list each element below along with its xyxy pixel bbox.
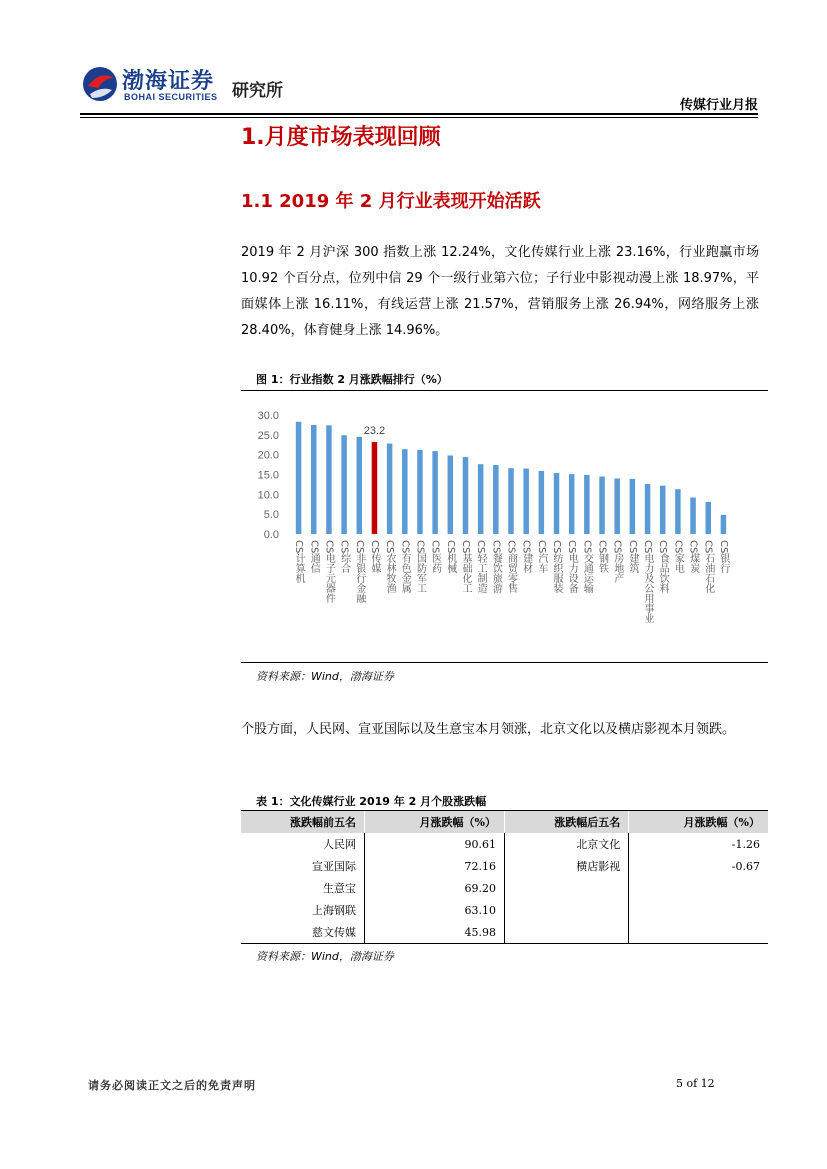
section-heading: 1.月度市场表现回顾 [241,125,441,150]
report-type: 传媒行业月报 [679,98,758,113]
bar-3 [341,435,347,534]
industry-return-chart [241,395,768,660]
bar-21 [614,478,620,534]
bar-10 [448,455,454,534]
bar-7 [402,449,408,534]
x-category-label: CS国防军工 [414,540,426,594]
x-category-label: CS银行 [717,540,729,574]
bar-24 [660,486,666,534]
bar-9 [432,451,438,534]
x-category-label: CS建筑 [626,540,638,574]
x-category-label: CS医药 [429,540,441,574]
bar-1 [311,425,317,534]
header-top5: 涨跌幅前五名 [241,811,365,833]
header-bottom5-change: 月涨跌幅（%） [629,811,768,833]
figure-caption: 图 1：行业指数 2 月涨跌幅排行（%） [256,373,448,386]
x-category-label: CS电力设备 [566,540,578,594]
bottom5-stock-change: -0.67 [731,859,760,873]
bar-23 [645,484,651,534]
bottom5-stock-change [629,877,768,899]
bar-6 [387,444,393,534]
x-category-label: CS纺织服装 [551,540,563,594]
table-row [241,855,768,877]
bar-8 [417,450,423,534]
top5-stock-change: 69.20 [365,877,505,899]
x-category-label: CS综合 [338,540,350,574]
bohai-logo-icon [80,64,120,104]
market-summary-paragraph: 2019 年 2 月沪深 300 指数上涨 12.24%，文化传媒行业上涨 23.16%，行业跑赢市场 10.92 个百分点，位列中信 29 个一级行业第六位；子行业中影视动漫上涨 18.97%，平面媒体上涨 16.11%，有线运营上涨 21.57%，营销服务上涨 26.94%，网络服务上涨 28.40%，体育健身上涨 14.96%。 [241,245,759,338]
y-tick-label: 10.0 [257,489,279,502]
bar-28 [721,515,727,534]
bottom5-stock-name [504,877,628,899]
bottom5-stock-name: 横店影视 [504,855,628,877]
figure-bottom-rule [241,662,768,663]
x-category-label: CS电力及公用事业 [642,540,654,624]
top5-stock-name: 上海钢联 [241,899,365,921]
header-top5-change: 月涨跌幅（%） [365,811,505,833]
table-bottom-rule [241,943,768,944]
x-category-label: CS食品饮料 [657,540,669,594]
x-category-label: CS计算机 [293,540,305,584]
bar-27 [705,502,711,534]
header-bottom5: 涨跌幅后五名 [504,811,628,833]
top5-stock-change: 45.98 [365,921,505,943]
bar-22 [630,479,636,534]
x-category-label: CS建材 [520,540,532,574]
bottom5-stock-change [629,899,768,921]
bar-13 [493,465,499,534]
x-category-label: CS家电 [672,540,684,574]
top5-stock-name: 生意宝 [241,877,365,899]
subsection-heading: 1.1 2019 年 2 月行业表现开始活跃 [241,191,541,212]
x-category-label: CS有色金属 [399,540,411,594]
bar-16 [539,471,545,534]
top5-stock-name: 人民网 [241,833,365,855]
x-category-label: CS轻工制造 [475,540,487,594]
x-category-label: CS汽车 [535,540,547,574]
x-category-label: CS钢铁 [596,540,608,574]
x-category-label: CS传媒 [368,540,380,574]
x-category-label: CS基础化工 [459,540,471,594]
y-tick-label: 0.0 [263,529,279,541]
brand-name-en: BOHAI SECURITIES [124,92,218,102]
y-tick-label: 30.0 [257,410,279,422]
table-source: 资料来源：Wind，渤海证券 [256,950,394,963]
header-divider [80,113,758,115]
bar-20 [599,476,605,534]
x-category-label: CS交通运输 [581,540,593,594]
x-category-label: CS机械 [444,540,456,574]
stock-change-table [241,811,768,943]
bottom5-stock-change: -1.26 [731,837,760,851]
x-category-label: CS电子元器件 [323,540,335,604]
top5-stock-name: 宣亚国际 [241,855,365,877]
bar-18 [569,474,575,534]
table-caption: 表 1：文化传媒行业 2019 年 2 月个股涨跌幅 [256,795,487,808]
bar-14 [508,468,514,534]
x-category-label: CS房地产 [611,540,623,584]
bottom5-stock-change [629,921,768,943]
brand-name-cn: 渤海证券 [122,68,215,94]
table-row [241,833,768,855]
x-category-label: CS农林牧渔 [384,540,396,594]
bar-5 [372,442,378,534]
y-tick-label: 5.0 [263,509,279,522]
x-category-label: CS商贸零售 [505,540,517,594]
top5-stock-change: 63.10 [365,899,505,921]
bar-17 [554,473,560,534]
y-tick-label: 25.0 [257,429,279,442]
bar-25 [675,489,681,534]
bar-26 [690,498,696,534]
highlight-data-label: 23.2 [363,424,386,437]
bar-0 [296,422,302,534]
table-row [241,921,768,943]
disclaimer-note: 请务必阅读正文之后的免责声明 [88,1079,256,1092]
y-tick-label: 20.0 [257,449,279,462]
x-category-label: CS通信 [308,540,320,574]
bar-11 [463,457,469,534]
stock-summary-paragraph: 个股方面，人民网、宣亚国际以及生意宝本月领涨，北京文化以及横店影视本月领跌。 [241,722,736,737]
bar-4 [357,437,363,534]
table-row [241,877,768,899]
x-category-label: CS非银行金融 [353,540,365,604]
bar-12 [478,464,484,534]
table-header-row [241,811,768,833]
header-divider-thin [80,117,758,118]
figure-top-rule [241,390,768,391]
x-category-label: CS餐饮旅游 [490,540,502,594]
bar-2 [326,425,332,534]
top5-stock-change: 72.16 [365,855,505,877]
bottom5-stock-name [504,921,628,943]
x-category-label: CS石油石化 [702,540,714,594]
figure-source: 资料来源：Wind，渤海证券 [256,670,394,683]
brand-department: 研究所 [232,81,283,101]
bottom5-stock-name: 北京文化 [504,833,628,855]
y-tick-label: 15.0 [257,469,279,482]
bar-19 [584,475,590,534]
bar-15 [523,469,529,534]
top5-stock-change: 90.61 [365,833,505,855]
page-number: 5 of 12 [676,1077,715,1090]
table-row [241,899,768,921]
x-category-label: CS煤炭 [687,540,699,574]
top5-stock-name: 慈文传媒 [241,921,365,943]
bottom5-stock-name [504,899,628,921]
